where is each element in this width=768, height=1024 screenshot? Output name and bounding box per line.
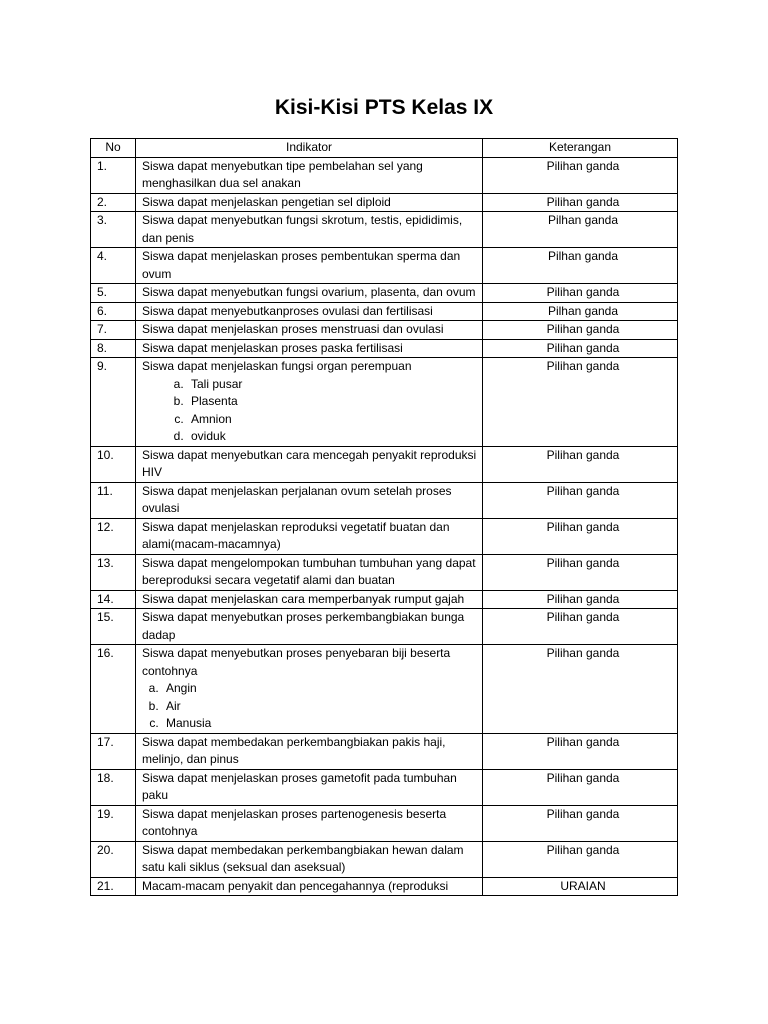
row-indikator-cell: [136, 841, 483, 877]
document-title: Kisi-Kisi PTS Kelas IX: [274, 96, 494, 119]
row-number: 14.: [91, 590, 136, 609]
row-indikator: Siswa dapat menyebutkan tipe pembelahan sel yang menghasilkan dua sel anakan: [142, 158, 423, 190]
row-indikator-cell: [136, 590, 483, 609]
table-row: [91, 302, 678, 321]
row-number: 9.: [91, 358, 136, 447]
table-row: [91, 248, 678, 284]
header-indikator: Indikator: [136, 139, 483, 158]
row-number: 18.: [91, 769, 136, 805]
row-number: 17.: [91, 733, 136, 769]
row-indikator: Siswa dapat menjelaskan proses pembentukan sperma dan ovum: [142, 249, 461, 281]
row-keterangan: Pilihan ganda: [483, 609, 678, 645]
sublist-item: d. oviduk: [187, 428, 482, 446]
table-row: [91, 805, 678, 841]
row-indikator: Siswa dapat menjelaskan proses menstruasi dan ovulasi: [142, 322, 444, 336]
row-keterangan: Pilihan ganda: [483, 645, 678, 734]
row-keterangan: Pilihan ganda: [483, 554, 678, 590]
row-keterangan: Pilihan ganda: [483, 518, 678, 554]
row-indikator-cell: [136, 733, 483, 769]
row-number: 16.: [91, 645, 136, 734]
row-indikator: Siswa dapat mengelompokan tumbuhan tumbuhan yang dapat bereproduksi secara vegetatif alami dan buatan: [142, 555, 476, 587]
sublist-item: a. Angin: [162, 680, 482, 698]
sublist-item: a. Tali pusar: [187, 376, 482, 394]
table-header-row: [91, 139, 678, 158]
sublist-item: b. Air: [162, 698, 482, 716]
row-keterangan: Pilihan ganda: [483, 321, 678, 340]
row-number: 15.: [91, 609, 136, 645]
row-indikator-cell: [136, 446, 483, 482]
table-row: [91, 193, 678, 212]
table-row: [91, 358, 678, 447]
row-keterangan: Pilihan ganda: [483, 841, 678, 877]
row-indikator-cell: [136, 193, 483, 212]
table-row: [91, 609, 678, 645]
row-indikator-cell: [136, 769, 483, 805]
table-row: [91, 877, 678, 896]
row-indikator: Siswa dapat menjelaskan cara memperbanyak rumput gajah: [142, 591, 465, 606]
row-indikator-cell: [136, 284, 483, 303]
table-row: [91, 841, 678, 877]
row-keterangan: Pilihan ganda: [483, 590, 678, 609]
row-number: 20.: [91, 841, 136, 877]
row-number: 8.: [91, 339, 136, 358]
row-indikator: Siswa dapat menyebutkan proses perkembangbiakan bunga dadap: [142, 610, 465, 642]
row-indikator: Siswa dapat menjelaskan proses partenogenesis beserta contohnya: [142, 806, 447, 838]
sublist-item: c. Amnion: [187, 411, 482, 429]
row-indikator: Siswa dapat membedakan perkembangbiakan pakis haji, melinjo, dan pinus: [142, 734, 446, 766]
sublist-item: b. Plasenta: [187, 393, 482, 411]
row-indikator: Macam-macam penyakit dan pencegahannya (reproduksi: [142, 878, 449, 893]
row-number: 21.: [91, 877, 136, 896]
row-indikator: Siswa dapat menyebutkan proses penyebaran biji beserta contohnya: [142, 646, 451, 678]
row-indikator-cell: [136, 518, 483, 554]
row-keterangan: URAIAN: [483, 877, 678, 896]
row-indikator: Siswa dapat menjelaskan fungsi organ perempuan: [142, 359, 412, 373]
table-row: [91, 446, 678, 482]
row-keterangan: Pilihan ganda: [483, 284, 678, 303]
row-number: 3.: [91, 212, 136, 248]
row-keterangan: Pilhan ganda: [483, 302, 678, 321]
row-indikator: Siswa dapat menyebutkan cara mencegah penyakit reproduksi HIV: [142, 447, 477, 479]
sublist-item: c. Manusia: [162, 715, 482, 733]
row-indikator-cell: [136, 877, 483, 896]
row-indikator: Siswa dapat menyebutkanproses ovulasi dan fertilisasi: [142, 303, 433, 318]
row-number: 4.: [91, 248, 136, 284]
row-number: 10.: [91, 446, 136, 482]
row-indikator-cell: [136, 554, 483, 590]
row-number: 12.: [91, 518, 136, 554]
row-number: 1.: [91, 157, 136, 193]
table-row: [91, 284, 678, 303]
row-indikator: Siswa dapat membedakan perkembangbiakan hewan dalam satu kali siklus (seksual dan aseksual): [142, 842, 464, 874]
table-row: [91, 590, 678, 609]
row-indikator: Siswa dapat menyebutkan fungsi ovarium, plasenta, dan ovum: [142, 285, 476, 299]
row-number: 7.: [91, 321, 136, 340]
table-row: [91, 339, 678, 358]
row-indikator: Siswa dapat menjelaskan perjalanan ovum setelah proses ovulasi: [142, 483, 452, 515]
table-row: [91, 212, 678, 248]
header-keterangan: Keterangan: [483, 139, 678, 158]
row-number: 13.: [91, 554, 136, 590]
row-indikator-cell: [136, 805, 483, 841]
row-keterangan: Pilihan ganda: [483, 358, 678, 447]
table-row: [91, 769, 678, 805]
kisi-kisi-table: [90, 138, 678, 896]
row-number: 19.: [91, 805, 136, 841]
row-keterangan: Pilihan ganda: [483, 193, 678, 212]
row-indikator-cell: [136, 645, 483, 734]
table-row: [91, 157, 678, 193]
indikator-sublist: [142, 376, 482, 446]
row-indikator-cell: [136, 212, 483, 248]
row-indikator-cell: [136, 339, 483, 358]
row-indikator-cell: [136, 482, 483, 518]
row-indikator-cell: [136, 321, 483, 340]
row-keterangan: Pilihan ganda: [483, 805, 678, 841]
row-number: 11.: [91, 482, 136, 518]
row-indikator: Siswa dapat menjelaskan reproduksi vegetatif buatan dan alami(macam-macamnya): [142, 519, 450, 551]
row-indikator: Siswa dapat menjelaskan pengetian sel diploid: [142, 194, 391, 209]
row-keterangan: Pilihan ganda: [483, 733, 678, 769]
table-row: [91, 554, 678, 590]
row-number: 2.: [91, 193, 136, 212]
header-no: No: [91, 139, 136, 158]
row-keterangan: Pilihan ganda: [483, 339, 678, 358]
table-body: [91, 157, 678, 896]
row-indikator: Siswa dapat menjelaskan proses paska fertilisasi: [142, 340, 403, 355]
row-keterangan: Pilihan ganda: [483, 769, 678, 805]
row-indikator: Siswa dapat menyebutkan fungsi skrotum, testis, epididimis, dan penis: [142, 213, 463, 245]
table-row: [91, 482, 678, 518]
row-indikator-cell: [136, 358, 483, 447]
row-keterangan: Pilihan ganda: [483, 157, 678, 193]
row-indikator-cell: [136, 157, 483, 193]
row-keterangan: Pilhan ganda: [483, 212, 678, 248]
table-row: [91, 733, 678, 769]
indikator-sublist: [142, 680, 482, 733]
table-row: [91, 645, 678, 734]
row-indikator-cell: [136, 302, 483, 321]
table-row: [91, 321, 678, 340]
row-number: 6.: [91, 302, 136, 321]
row-indikator-cell: [136, 248, 483, 284]
row-keterangan: Pilihan ganda: [483, 482, 678, 518]
table-row: [91, 518, 678, 554]
row-indikator-cell: [136, 609, 483, 645]
row-indikator: Siswa dapat menjelaskan proses gametofit pada tumbuhan paku: [142, 770, 457, 802]
row-keterangan: Pilihan ganda: [483, 446, 678, 482]
row-keterangan: Pilhan ganda: [483, 248, 678, 284]
row-number: 5.: [91, 284, 136, 303]
